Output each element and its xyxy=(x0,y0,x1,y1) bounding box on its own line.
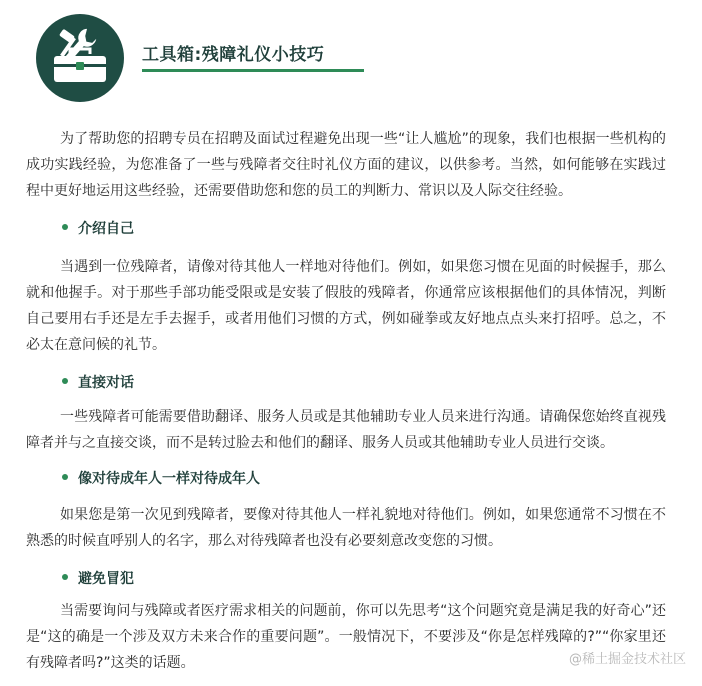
title-underline xyxy=(142,69,364,72)
toolbox-icon xyxy=(36,14,124,102)
section-heading-avoid-offense: 避免冒犯 xyxy=(62,568,134,588)
intro-paragraph: 为了帮助您的招聘专员在招聘及面试过程避免出现一些“让人尴尬”的现象，我们也根据一些机构的成功实践经验，为您准备了一些与残障者交往时礼仪方面的建议，以供参考。当然，如何能够在实践过程中更好地运用这些经验，还需要借助您和您的员工的判断力、常识以及人际交往经验。 xyxy=(26,131,666,199)
bullet-dot xyxy=(62,378,68,384)
header xyxy=(36,14,676,104)
bullet-dot xyxy=(62,224,68,230)
watermark: @稀土掘金技术社区 xyxy=(568,652,686,667)
bullet-dot xyxy=(62,474,68,480)
page-title: 工具箱:残障礼仪小技巧 xyxy=(142,45,325,65)
section-body-adults: 如果您是第一次见到残障者，要像对待其他人一样礼貌地对待他们。例如，如果您通常不习惯在不熟悉的时候直呼别人的名字，那么对待残障者也没有必要刻意改变您的习惯。 xyxy=(26,507,666,549)
section-body-avoid-offense: 当需要询问与残障或者医疗需求相关的问题前，你可以先思考“这个问题究竟是满足我的好奇心”还是“这的确是一个涉及双方未来合作的重要问题”。一般情况下，不要涉及“你是怎样残障的?”“你家里还有残障者吗?”这类的话题。 xyxy=(26,603,666,671)
bullet-dot xyxy=(62,574,68,580)
section-body-introduce: 当遇到一位残障者，请像对待其他人一样地对待他们。例如，如果您习惯在见面的时候握手，那么就和他握手。对于那些手部功能受限或是安装了假肢的残障者，你通常应该根据他们的具体情况，判断自己要用右手还是左手去握手，或者用他们习惯的方式，例如碰拳或友好地点点头来打招呼。总之，不必太在意问候的礼节。 xyxy=(26,259,666,353)
section-body-direct-talk: 一些残障者可能需要借助翻译、服务人员或是其他辅助专业人员来进行沟通。请确保您始终直视残障者并与之直接交谈，而不是转过脸去和他们的翻译、服务人员或其他辅助专业人员进行交谈。 xyxy=(26,409,666,451)
section-heading-introduce: 介绍自己 xyxy=(62,218,134,238)
section-heading-direct-talk: 直接对话 xyxy=(62,372,134,392)
section-heading-adults: 像对待成年人一样对待成年人 xyxy=(62,468,260,488)
